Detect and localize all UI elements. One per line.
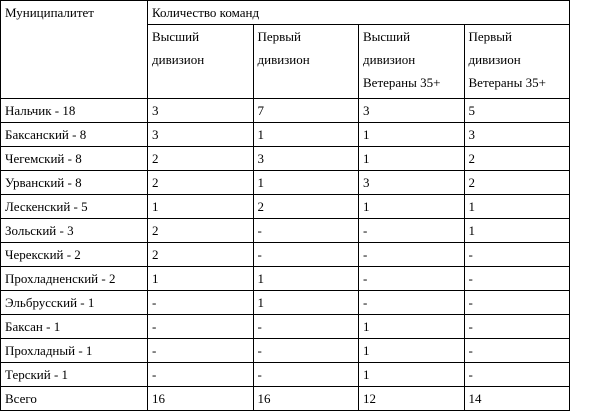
value-cell: - (464, 243, 570, 267)
value-cell: 3 (359, 171, 465, 195)
municipality-cell: Баксан - 1 (1, 315, 148, 339)
value-cell: 3 (359, 99, 465, 123)
value-cell: 7 (253, 99, 359, 123)
table-row (1, 195, 570, 219)
value-cell: 1 (359, 195, 465, 219)
value-cell: - (464, 291, 570, 315)
value-cell: 5 (464, 99, 570, 123)
table-row (1, 243, 570, 267)
value-cell: - (253, 243, 359, 267)
municipality-cell: Нальчик - 18 (1, 99, 148, 123)
value-cell: 1 (359, 363, 465, 387)
value-cell: 2 (148, 147, 254, 171)
value-cell: - (359, 267, 465, 291)
value-cell: - (253, 315, 359, 339)
table-row (1, 171, 570, 195)
value-cell: - (253, 339, 359, 363)
table-row (1, 147, 570, 171)
column-header-line: Первый (468, 29, 512, 44)
value-cell: - (148, 339, 254, 363)
value-cell: 2 (148, 219, 254, 243)
value-cell: 1 (464, 219, 570, 243)
column-header-line: Высший (152, 29, 200, 44)
value-cell: 1 (359, 315, 465, 339)
value-cell: 3 (253, 147, 359, 171)
value-cell: 1 (359, 123, 465, 147)
value-cell: 2 (464, 171, 570, 195)
value-cell: 2 (148, 243, 254, 267)
value-cell: - (253, 363, 359, 387)
table-row (1, 123, 570, 147)
value-cell: - (359, 291, 465, 315)
municipality-cell: Баксанский - 8 (1, 123, 148, 147)
value-cell: - (464, 267, 570, 291)
municipality-cell: Прохладный - 1 (1, 339, 148, 363)
total-row (1, 387, 570, 411)
municipality-cell: Терский - 1 (1, 363, 148, 387)
value-cell: 1 (253, 171, 359, 195)
column-header-first-division-veterans (464, 25, 570, 99)
column-header-line: Высший (363, 29, 411, 44)
column-header-line: Первый (257, 29, 301, 44)
team-count-header: Количество команд (148, 1, 570, 25)
municipality-cell: Урванский - 8 (1, 171, 148, 195)
table-row (1, 315, 570, 339)
column-header-line: Ветераны 35+ (468, 75, 546, 90)
value-cell: 1 (148, 195, 254, 219)
municipality-cell: Лескенский - 5 (1, 195, 148, 219)
municipality-cell: Прохладненский - 2 (1, 267, 148, 291)
table-row (1, 99, 570, 123)
value-cell: - (464, 315, 570, 339)
total-value-cell: 16 (253, 387, 359, 411)
column-header-line: дивизион (257, 52, 310, 67)
table-row (1, 363, 570, 387)
value-cell: 1 (359, 147, 465, 171)
value-cell: - (359, 219, 465, 243)
column-header-line: Ветераны 35+ (363, 75, 441, 90)
column-header-line: дивизион (468, 52, 521, 67)
column-header-first-division (253, 25, 359, 99)
total-value-cell: 12 (359, 387, 465, 411)
value-cell: 2 (148, 171, 254, 195)
value-cell: 1 (359, 339, 465, 363)
value-cell: 1 (253, 291, 359, 315)
municipality-cell: Черекский - 2 (1, 243, 148, 267)
value-cell: 2 (464, 147, 570, 171)
column-header-line: дивизион (152, 52, 205, 67)
table-row (1, 291, 570, 315)
municipality-cell: Зольский - 3 (1, 219, 148, 243)
value-cell: - (464, 339, 570, 363)
value-cell: 1 (148, 267, 254, 291)
value-cell: - (253, 219, 359, 243)
column-header-line: дивизион (363, 52, 416, 67)
value-cell: - (359, 243, 465, 267)
municipality-header: Муниципалитет (1, 1, 148, 99)
value-cell: - (464, 363, 570, 387)
value-cell: 3 (148, 99, 254, 123)
value-cell: - (148, 315, 254, 339)
total-value-cell: 16 (148, 387, 254, 411)
table-row (1, 219, 570, 243)
total-label-cell: Всего (1, 387, 148, 411)
column-header-senior-division-veterans (359, 25, 465, 99)
header-row-top (1, 1, 570, 25)
value-cell: 1 (464, 195, 570, 219)
value-cell: 1 (253, 123, 359, 147)
table-row (1, 339, 570, 363)
value-cell: 2 (253, 195, 359, 219)
value-cell: - (148, 291, 254, 315)
value-cell: 3 (464, 123, 570, 147)
value-cell: 3 (148, 123, 254, 147)
total-value-cell: 14 (464, 387, 570, 411)
column-header-senior-division (148, 25, 254, 99)
municipality-cell: Эльбрусский - 1 (1, 291, 148, 315)
value-cell: - (148, 363, 254, 387)
table-row (1, 267, 570, 291)
municipality-cell: Чегемский - 8 (1, 147, 148, 171)
value-cell: 1 (253, 267, 359, 291)
